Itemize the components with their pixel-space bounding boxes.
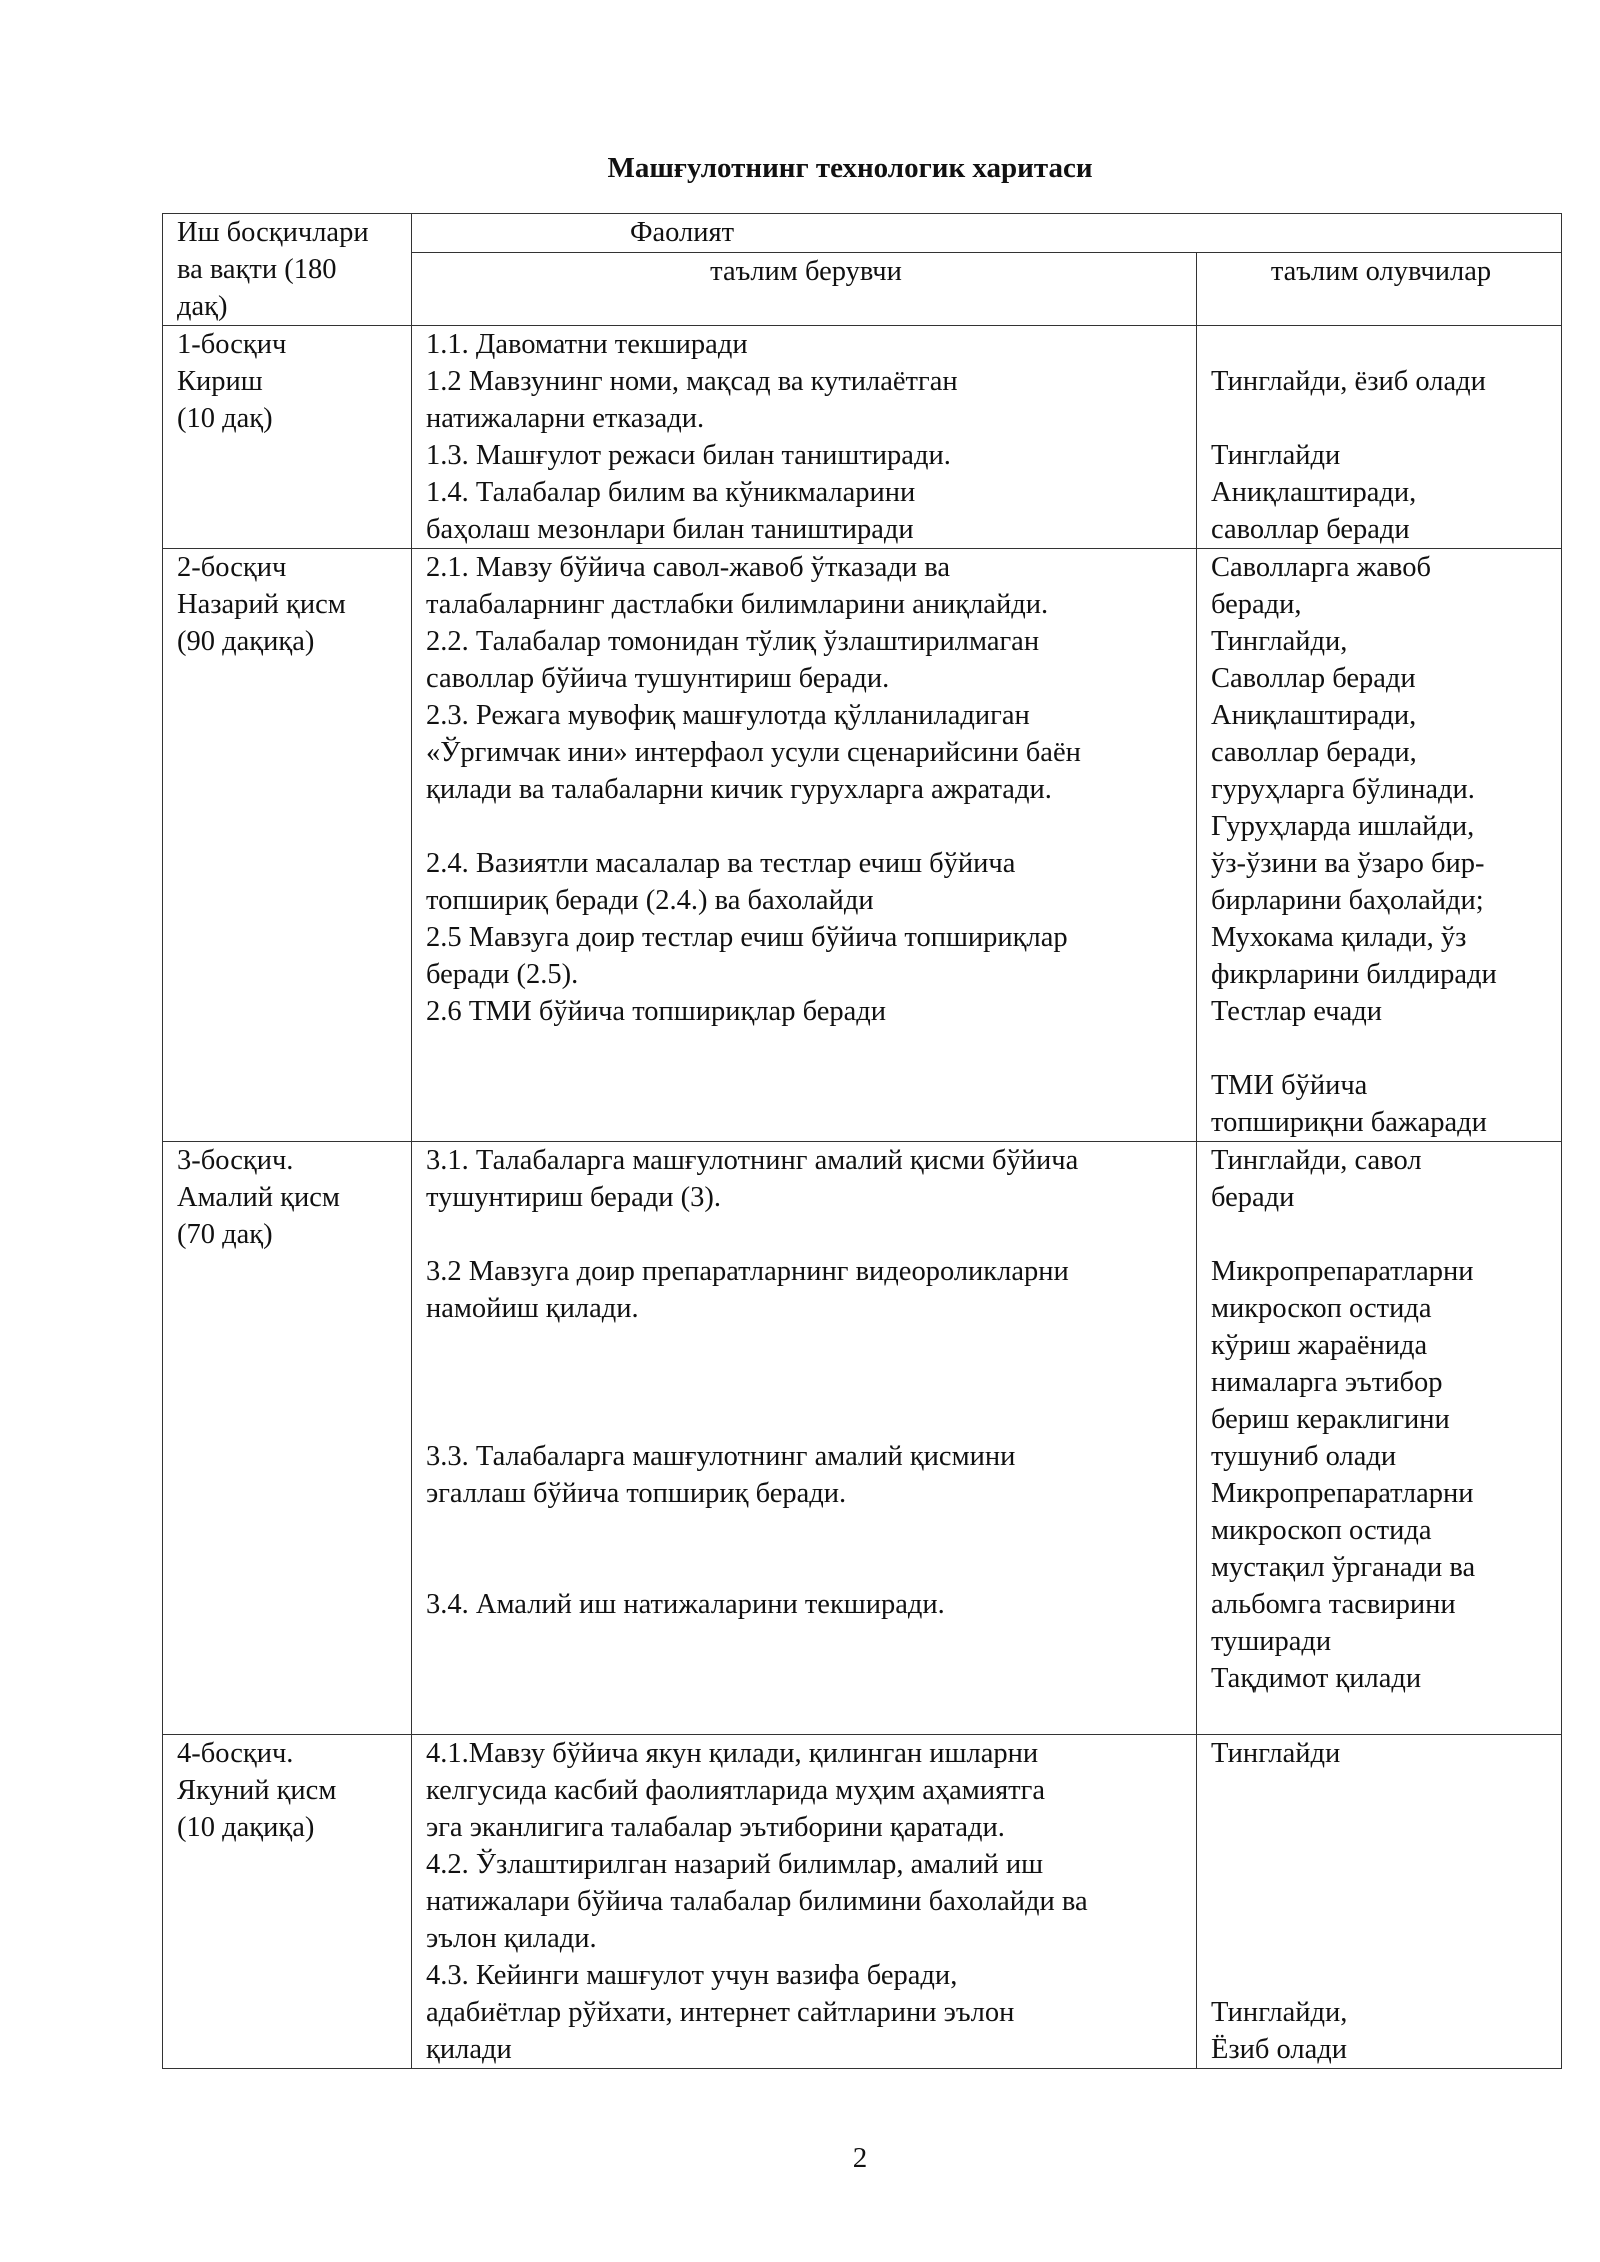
page-number: 2 (852, 2142, 868, 2174)
students-line (1211, 1030, 1551, 1067)
teacher-line (426, 1216, 1186, 1253)
teacher-cell (412, 1142, 1197, 1735)
students-line: Тинглайди, савол (1210, 1145, 1422, 1176)
teacher-line: эгаллаш бўйича топшириқ беради. (426, 1478, 847, 1509)
header-stage-line: дақ) (177, 291, 228, 322)
students-line: беради (1210, 1182, 1295, 1213)
teacher-line (426, 1104, 1186, 1141)
teacher-line: 3.2 Мавзуга доир препаратларнинг видеороликларни (426, 1256, 1069, 1287)
teacher-line: 3.3. Талабаларга машғулотнинг амалий қисмини (426, 1441, 1016, 1472)
header-stage-line: ва вақти (180 (177, 254, 337, 285)
table-body (163, 326, 1562, 2069)
teacher-line (426, 1660, 1186, 1697)
students-line: Саволлар беради (1210, 663, 1416, 694)
teacher-line (426, 1401, 1186, 1438)
teacher-line: эга эканлигига талабалар эътиборини қаратади. (426, 1812, 1005, 1843)
students-cell (1196, 549, 1561, 1142)
students-line: альбомга тасвирини (1210, 1589, 1456, 1620)
students-line: саволлар беради, (1210, 737, 1417, 768)
students-line: Тинглайди (1210, 440, 1341, 471)
teacher-cell (412, 1735, 1197, 2069)
teacher-line: 4.1.Мавзу бўйича якун қилади, қилинган ишларни (426, 1738, 1039, 1769)
stage-line: (90 дақиқа) (177, 626, 315, 657)
students-line: ТМИ бўйича (1210, 1070, 1368, 1101)
students-line: Тақдимот қилади (1210, 1663, 1422, 1694)
students-line (1211, 1883, 1551, 1920)
table-row (163, 1735, 1562, 2069)
teacher-line: 1.3. Машғулот режаси билан таништиради. (426, 440, 951, 471)
teacher-line (426, 1030, 1186, 1067)
teacher-line: 3.1. Талабаларга машғулотнинг амалий қисми бўйича (426, 1145, 1079, 1176)
students-line: Аниқлаштиради, (1210, 477, 1417, 508)
stage-line: 2-босқич (177, 552, 287, 583)
students-line: Тестлар ечади (1210, 996, 1382, 1027)
header-activity-cell: Фаолият (412, 214, 1562, 253)
stage-line: 3-босқич. (177, 1145, 294, 1176)
students-line: Микропрепаратларни (1210, 1256, 1474, 1287)
teacher-line: 2.3. Режага мувофиқ машғулотда қўлланиладиган (426, 700, 1030, 731)
teacher-line: 2.5 Мавзуга доир тестлар ечиш бўйича топшириқлар (426, 922, 1068, 953)
students-cell (1196, 1142, 1561, 1735)
teacher-line: адабиётлар рўйхати, интернет сайтларини эълон (426, 1997, 1015, 2028)
teacher-line: натижаларни етказади. (426, 403, 705, 434)
teacher-line: намойиш қилади. (426, 1293, 639, 1324)
students-line: топшириқни бажаради (1210, 1107, 1487, 1138)
teacher-line: қилади (426, 2034, 512, 2065)
teacher-line: натижалари бўйича талабалар билимини бахолайди ва (426, 1886, 1088, 1917)
teacher-line: эълон қилади. (426, 1923, 597, 1954)
teacher-line: келгусида касбий фаолиятларида муҳим аҳамиятга (426, 1775, 1045, 1806)
teacher-line (426, 1364, 1186, 1401)
teacher-line: беради (2.5). (426, 959, 579, 990)
teacher-line: 4.2. Ўзлаштирилган назарий билимлар, амалий иш (426, 1849, 1044, 1880)
teacher-line: топшириқ беради (2.4.) ва бахолайди (426, 885, 874, 916)
teacher-cell (412, 326, 1197, 549)
stage-line: Кириш (177, 366, 263, 397)
students-line: микроскоп остида (1210, 1515, 1432, 1546)
stage-line: (10 дақиқа) (177, 1812, 315, 1843)
students-line (1211, 1920, 1551, 1957)
students-line: Мухокама қилади, ўз (1210, 922, 1467, 953)
teacher-line: 1.4. Талабалар билим ва кўникмаларини (426, 477, 916, 508)
table-row (163, 326, 1562, 549)
table-row (163, 1142, 1562, 1735)
teacher-line: 4.3. Кейинги машғулот учун вазифа беради, (426, 1960, 958, 1991)
technology-map-table (162, 213, 1562, 2069)
students-line: бирларини баҳолайди; (1210, 885, 1484, 916)
students-line: микроскоп остида (1210, 1293, 1432, 1324)
students-line: гуруҳларга бўлинади. (1210, 774, 1475, 805)
teacher-line (426, 1067, 1186, 1104)
stage-cell (163, 549, 412, 1142)
teacher-line (426, 1623, 1186, 1660)
students-line (1211, 1957, 1551, 1994)
stage-line: 1-босқич (177, 329, 287, 360)
teacher-line: 3.4. Амалий иш натижаларини текширади. (426, 1589, 945, 1620)
teacher-line: 2.1. Мавзу бўйича савол-жавоб ўтказади ва (426, 552, 950, 583)
teacher-line (426, 1697, 1186, 1734)
students-line: саволлар беради (1210, 514, 1410, 545)
teacher-line: саволлар бўйича тушунтириш беради. (426, 663, 890, 694)
students-line: бериш кераклигини (1210, 1404, 1450, 1435)
stage-line: (70 дақ) (177, 1219, 273, 1250)
stage-cell (163, 1142, 412, 1735)
teacher-line (426, 1512, 1186, 1549)
students-line (1211, 1216, 1551, 1253)
teacher-line (426, 1327, 1186, 1364)
table-header-row (163, 214, 1562, 253)
students-line: беради, (1210, 589, 1302, 620)
teacher-line: қилади ва талабаларни кичик гурухларга ажратади. (426, 774, 1052, 805)
teacher-line: баҳолаш мезонлари билан таништиради (426, 514, 914, 545)
students-line (1211, 1809, 1551, 1846)
students-line (1211, 1772, 1551, 1809)
students-line: туширади (1210, 1626, 1332, 1657)
teacher-line: 2.6 ТМИ бўйича топшириқлар беради (426, 996, 886, 1027)
teacher-line: 2.4. Вазиятли масалалар ва тестлар ечиш бўйича (426, 848, 1016, 879)
page-title: Машғулотнинг технологик харитаси (607, 152, 1093, 184)
teacher-line (426, 1549, 1186, 1586)
students-cell (1196, 326, 1561, 549)
students-line: Саволларга жавоб (1210, 552, 1431, 583)
students-line (1211, 326, 1551, 363)
students-line: ўз-ўзини ва ўзаро бир- (1210, 848, 1485, 879)
students-line: Тинглайди (1210, 1738, 1341, 1769)
students-line: нималарга эътибор (1210, 1367, 1443, 1398)
teacher-line: 1.1. Давоматни текширади (426, 329, 748, 360)
stage-line: (10 дақ) (177, 403, 273, 434)
teacher-line (426, 808, 1186, 845)
teacher-line: «Ўргимчак ини» интерфаол усули сценарийсини баён (426, 737, 1081, 768)
students-line (1211, 1846, 1551, 1883)
stage-line: Якуний қисм (177, 1775, 337, 1806)
teacher-line: 1.2 Мавзунинг номи, мақсад ва кутилаётган (426, 366, 958, 397)
stage-line: Назарий қисм (177, 589, 346, 620)
header-stage-line: Иш босқичлари (177, 217, 369, 248)
header-teacher-cell: таълим берувчи (412, 253, 1197, 326)
students-cell (1196, 1735, 1561, 2069)
students-line: мустақил ўрганади ва (1210, 1552, 1476, 1583)
stage-cell (163, 326, 412, 549)
stage-line: 4-босқич. (177, 1738, 294, 1769)
teacher-line: 2.2. Талабалар томонидан тўлиқ ўзлаштирилмаган (426, 626, 1040, 657)
stage-cell (163, 1735, 412, 2069)
students-line: Гуруҳларда ишлайди, (1210, 811, 1475, 842)
teacher-cell (412, 549, 1197, 1142)
students-line: фикрларини билдиради (1210, 959, 1497, 990)
students-line: тушуниб олади (1210, 1441, 1397, 1472)
header-students-cell: таълим олувчилар (1196, 253, 1561, 326)
students-line: Тинглайди, ёзиб олади (1210, 366, 1486, 397)
students-line: Микропрепаратларни (1210, 1478, 1474, 1509)
teacher-line: талабаларнинг дастлабки билимларини аниқлайди. (426, 589, 1049, 620)
students-line: кўриш жараёнида (1210, 1330, 1428, 1361)
students-line: Тинглайди, (1210, 1997, 1348, 2028)
students-line (1211, 400, 1551, 437)
teacher-line: тушунтириш беради (3). (426, 1182, 721, 1213)
header-stage-cell (163, 214, 412, 326)
students-line: Ёзиб олади (1210, 2034, 1348, 2065)
students-line: Тинглайди, (1210, 626, 1348, 657)
stage-line: Амалий қисм (177, 1182, 340, 1213)
table-row (163, 549, 1562, 1142)
students-line: Аниқлаштиради, (1210, 700, 1417, 731)
